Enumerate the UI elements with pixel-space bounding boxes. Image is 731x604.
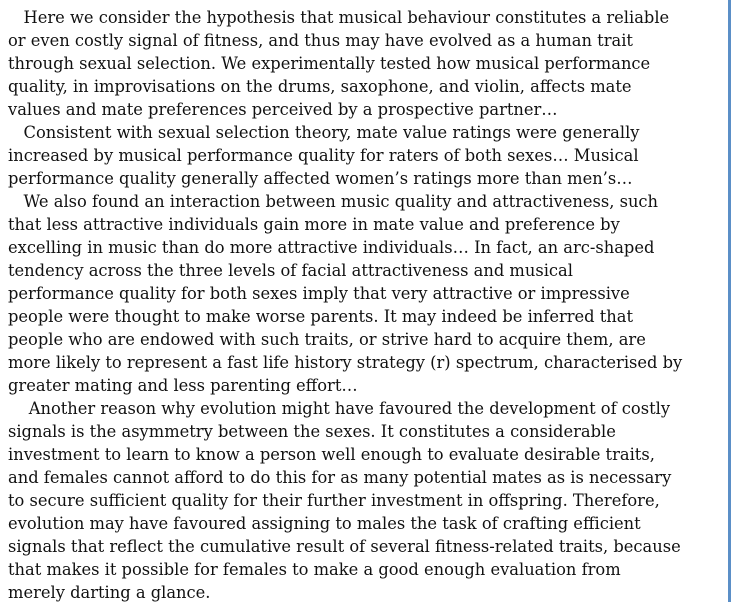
text-line: people were thought to make worse parents. It may indeed be inferred that [8, 307, 634, 326]
text-line: Consistent with sexual selection theory, mate value ratings were generally [8, 123, 640, 142]
quoted-text-block [8, 6, 724, 604]
text-line: investment to learn to know a person well enough to evaluate desirable traits, [8, 445, 655, 464]
text-line: We also found an interaction between music quality and attractiveness, such [8, 192, 659, 211]
text-line: merely darting a glance. [8, 583, 211, 602]
text-line: through sexual selection. We experimentally tested how musical performance [8, 54, 651, 73]
text-line: or even costly signal of fitness, and thus may have evolved as a human trait [8, 31, 633, 50]
text-line: performance quality for both sexes imply that very attractive or impressive [8, 284, 630, 303]
text-line: greater mating and less parenting effort… [8, 376, 358, 395]
text-line: more likely to represent a fast life history strategy (r) spectrum, characterised by [8, 353, 683, 372]
text-line: signals is the asymmetry between the sexes. It constitutes a considerable [8, 422, 616, 441]
text-line: signals that reflect the cumulative result of several fitness-related traits, because [8, 537, 681, 556]
text-line: to secure sufficient quality for their further investment in offspring. Therefore, [8, 491, 660, 510]
text-line: performance quality generally affected women’s ratings more than men’s… [8, 169, 633, 188]
text-line: and females cannot afford to do this for as many potential mates as is necessary [8, 468, 672, 487]
text-line: Another reason why evolution might have favoured the development of costly [8, 399, 671, 418]
text-line: people who are endowed with such traits, or strive hard to acquire them, are [8, 330, 646, 349]
text-line: increased by musical performance quality for raters of both sexes… Musical [8, 146, 639, 165]
text-line: values and mate preferences perceived by a prospective partner… [8, 100, 558, 119]
text-line: Here we consider the hypothesis that musical behaviour constitutes a reliable [8, 8, 670, 27]
text-line: excelling in music than do more attractive individuals… In fact, an arc-shaped [8, 238, 655, 257]
text-line: that less attractive individuals gain more in mate value and preference by [8, 215, 620, 234]
text-line: evolution may have favoured assigning to males the task of crafting efficient [8, 514, 641, 533]
text-line: that makes it possible for females to make a good enough evaluation from [8, 560, 621, 579]
text-line: quality, in improvisations on the drums, saxophone, and violin, affects mate [8, 77, 632, 96]
text-line: tendency across the three levels of facial attractiveness and musical [8, 261, 573, 280]
